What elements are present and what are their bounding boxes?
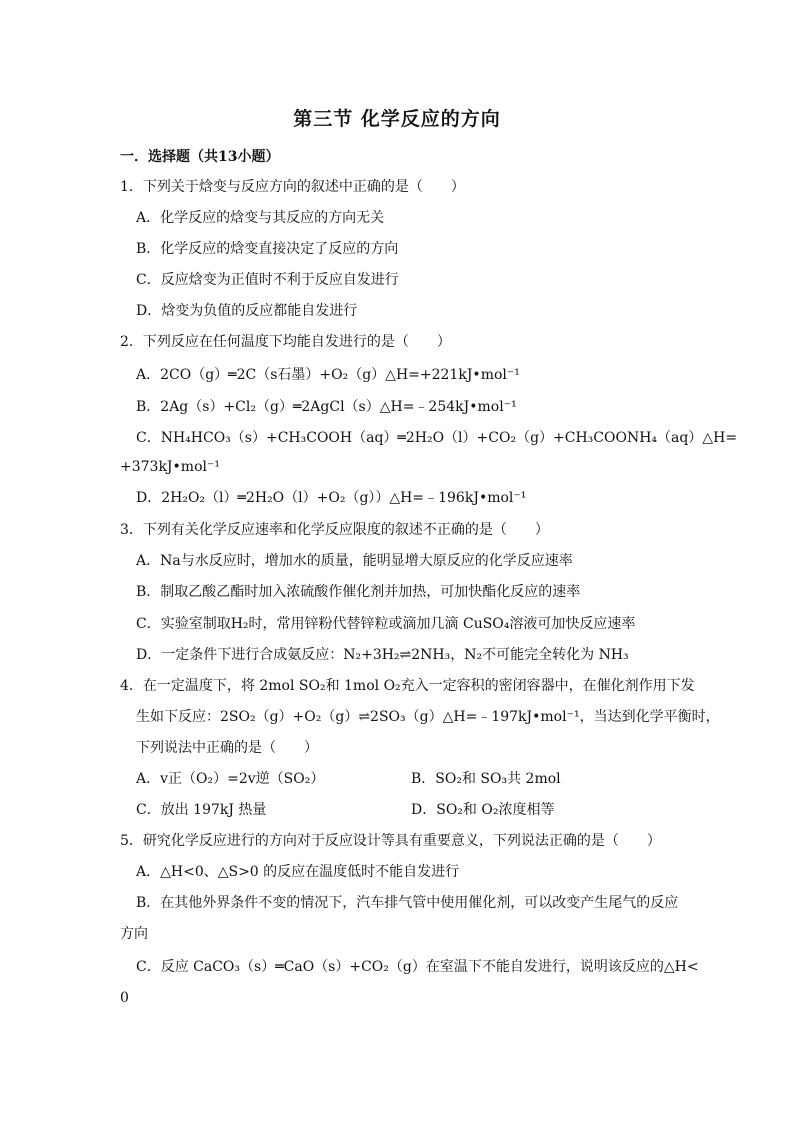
question-5-stem: 5．研究化学反应进行的方向对于反应设计等具有重要意义，下列说法正确的是（ ） — [120, 833, 661, 849]
question-2-option-d: D．2H₂O₂（l）═2H₂O（l）+O₂（g））△H=﹣196kJ•mol⁻¹ — [136, 490, 527, 506]
question-2-option-a: A．2CO（g）═2C（s石墨）+O₂（g）△H=+221kJ•mol⁻¹ — [136, 367, 520, 383]
question-1-option-b: B．化学反应的焓变直接决定了反应的方向 — [136, 241, 399, 257]
question-4-option-b: B．SO₂和 SO₃共 2mol — [411, 771, 561, 787]
question-3-option-c: C．实验室制取H₂时，常用锌粉代替锌粒或滴加几滴 CuSO₄溶液可加快反应速率 — [136, 616, 636, 632]
question-5-option-a: A．△H<0、△S>0 的反应在温度低时不能自发进行 — [136, 864, 460, 880]
question-1-option-c: C．反应焓变为正值时不利于反应自发进行 — [136, 272, 399, 288]
question-3-stem: 3．下列有关化学反应速率和化学反应限度的叙述不正确的是（ ） — [120, 522, 549, 538]
question-5-option-c: C．反应 CaCO₃（s）═CaO（s）+CO₂（g）在室温下不能自发进行，说明该反应的△H< — [136, 959, 699, 975]
question-4-option-d: D．SO₂和 O₂浓度相等 — [411, 802, 555, 818]
question-2-option-b: B．2Ag（s）+Cl₂（g）═2AgCl（s）△H=﹣254kJ•mol⁻¹ — [136, 399, 517, 415]
question-3-option-b: B．制取乙酸乙酯时加入浓硫酸作催化剂并加热，可加快酯化反应的速率 — [136, 584, 581, 600]
question-4-option-a: A．v正（O₂）=2v逆（SO₂） — [136, 771, 325, 787]
question-3-option-d: D．一定条件下进行合成氨反应：N₂+3H₂⇌2NH₃，N₂不可能完全转化为 NH₃ — [136, 647, 629, 663]
question-5-option-b-continued: 方向 — [120, 926, 148, 942]
question-2-option-c: C．NH₄HCO₃（s）+CH₃COOH（aq）═2H₂O（l）+CO₂（g）+CH₃COONH₄（aq）△H= — [136, 430, 738, 446]
question-4-stem-line-3: 下列说法中正确的是（ ） — [136, 740, 318, 756]
question-4-stem-line-1: 4．在一定温度下，将 2mol SO₂和 1mol O₂充入一定容积的密闭容器中，在催化剂作用下发 — [120, 678, 695, 694]
question-1-stem: 1．下列关于焓变与反应方向的叙述中正确的是（ ） — [120, 179, 465, 195]
question-4-stem-line-2: 生如下反应：2SO₂（g）+O₂（g）⇌2SO₃（g）△H=﹣197kJ•mol⁻¹，当达到化学平衡时， — [136, 709, 720, 725]
question-1-option-d: D．焓变为负值的反应都能自发进行 — [136, 303, 358, 319]
page-title: 第三节 化学反应的方向 — [293, 108, 501, 130]
section-heading: 一．选择题（共13小题） — [120, 149, 280, 165]
question-2-option-c-continued: +373kJ•mol⁻¹ — [120, 459, 220, 475]
question-3-option-a: A．Na与水反应时，增加水的质量，能明显增大原反应的化学反应速率 — [136, 553, 573, 569]
question-2-stem: 2．下列反应在任何温度下均能自发进行的是（ ） — [120, 334, 451, 350]
question-5-option-b: B．在其他外界条件不变的情况下，汽车排气管中使用催化剂，可以改变产生尾气的反应 — [136, 895, 679, 911]
question-4-option-c: C．放出 197kJ 热量 — [136, 802, 267, 818]
question-1-option-a: A．化学反应的焓变与其反应的方向无关 — [136, 210, 385, 226]
question-5-option-c-continued: 0 — [120, 990, 129, 1006]
